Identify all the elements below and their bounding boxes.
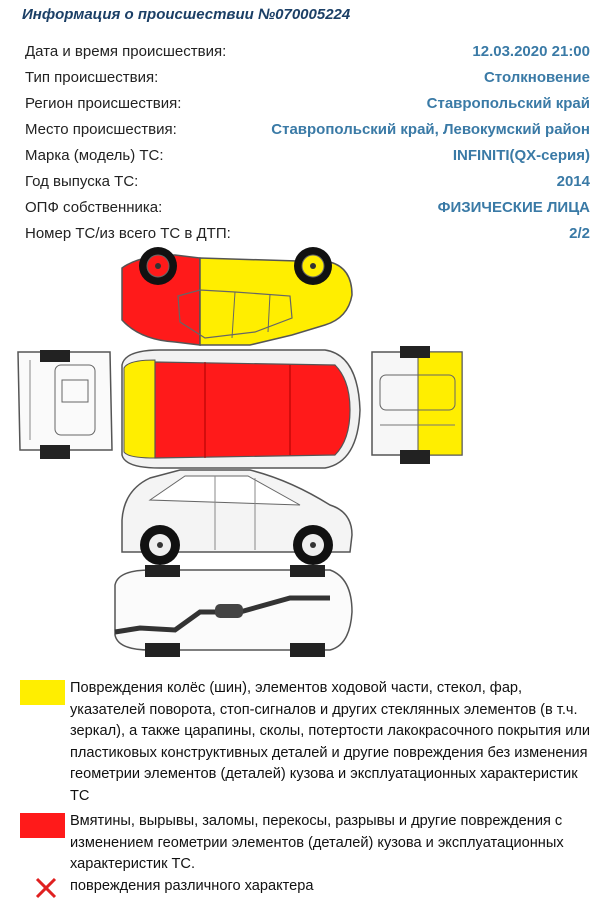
left-view-wheel-rear [139,247,177,285]
detail-value: Столкновение [483,68,590,86]
detail-row [25,116,590,142]
car-left-view [122,247,352,345]
page-title: Информация о происшествии №070005224 [22,6,351,23]
right-view-wheel-rear [140,525,180,565]
yellow-swatch-icon [20,680,65,705]
detail-label: Дата и время происшествия: [25,42,227,60]
legend-text: повреждения различного характера [70,878,314,894]
detail-row [25,38,590,64]
legend-item-minor [20,678,600,808]
top-view-roof-red [155,362,350,458]
detail-row [25,194,590,220]
car-top-view [122,350,360,468]
detail-value: Ставропольский край [426,94,590,112]
car-right-view [122,470,352,565]
red-swatch-icon [20,813,65,838]
detail-label: Регион происшествия: [25,94,182,112]
detail-row [25,168,590,194]
detail-label: ОПФ собственника: [25,198,163,216]
legend-text: Повреждения колёс (шин), элементов ходовой части, стекол, фар, указателей поворота, стоп-сигналов и других стеклянных элементов (в т.ч. зеркал), а также царапины, сколы, потертости лакокрасочного покрытия или пластиковых конструктивных деталей и другие повреждения без изменения геометрии элементов (деталей) кузова и эксплуатационных характеристик ТС [70,680,591,804]
detail-label: Год выпуска ТС: [25,172,139,190]
right-view-wheel-front [293,525,333,565]
detail-value: 12.03.2020 21:00 [472,42,590,60]
detail-row [25,64,590,90]
detail-value: 2/2 [569,224,590,242]
detail-row [25,90,590,116]
detail-label: Номер ТС/из всего ТС в ДТП: [25,224,231,242]
detail-row [25,142,590,168]
detail-label: Марка (модель) ТС: [25,146,164,164]
car-rear-view [18,350,112,459]
damage-diagram [0,238,605,663]
top-view-rear-yellow [124,360,155,458]
detail-value: INFINITI(QX-серия) [452,146,590,164]
details-table [25,38,590,246]
legend-item-major [20,811,600,877]
left-view-wheel-front [294,247,332,285]
car-front-view [372,346,462,464]
detail-value: ФИЗИЧЕСКИЕ ЛИЦА [437,198,590,216]
detail-label: Место происшествия: [25,120,177,138]
legend-text: Вмятины, вырывы, заломы, перекосы, разрывы и другие повреждения с изменением геометрии элементов (деталей) кузова и эксплуатационных характеристик ТС. [70,813,564,872]
detail-value: 2014 [556,172,590,190]
legend-item-mixed [20,876,600,902]
detail-label: Тип происшествия: [25,68,159,86]
detail-value: Ставропольский край, Левокумский район [271,120,590,138]
red-cross-icon [34,876,58,900]
car-underbody-view [115,565,352,657]
